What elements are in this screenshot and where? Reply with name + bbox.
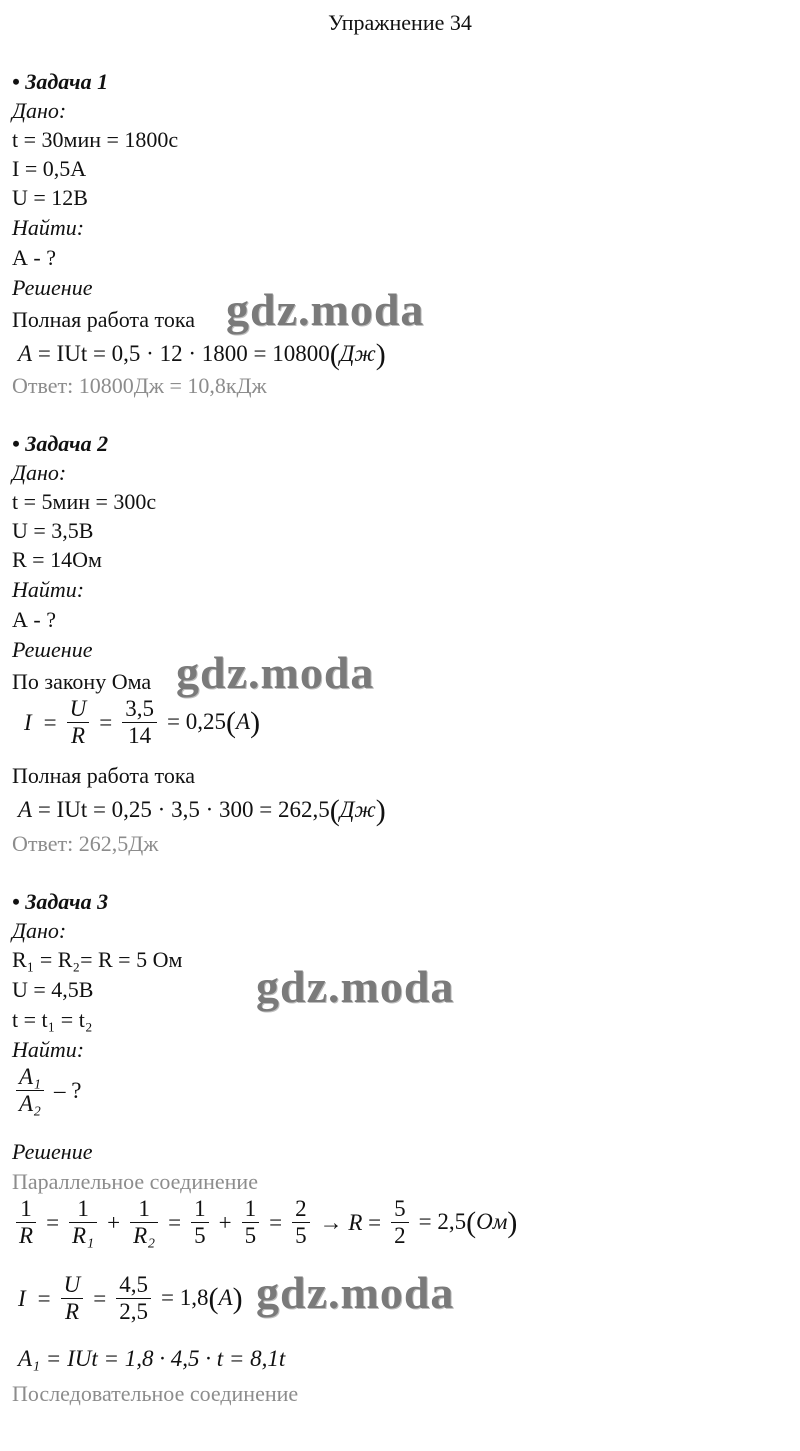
task2-given-label: Дано: [12, 460, 67, 485]
task1-given-label: Дано: [12, 98, 67, 123]
watermark-3: gdz.moda [256, 961, 455, 1012]
task3-given-voltage: U = 4,5В [12, 977, 94, 1002]
task2-formula-work: A = IUt = 0,25 · 3,5 · 300 = 262,5(Дж) [18, 794, 386, 827]
task2-find-value: А - ? [12, 607, 56, 632]
task2-given-time: t = 5мин = 300с [12, 489, 157, 514]
task3-given-label: Дано: [12, 918, 67, 943]
task3-solution-label: Решение [12, 1139, 93, 1164]
task3-text-parallel: Параллельное соединение [12, 1169, 258, 1194]
task2-formula-current: I = $\frac{U}{R}$ = $\frac{3,5}{14}$ = 0,25(A) [24, 696, 261, 748]
task3-find-label: Найти: [12, 1037, 85, 1062]
task2-solution-label: Решение [12, 637, 93, 662]
task3-text-series: Последовательное соединение [12, 1381, 299, 1406]
task3-given-resistance: R₁ = R₂= R = 5 Ом [12, 947, 183, 972]
task1-formula-work: A = IUt = 0,5 · 12 · 1800 = 10800(Дж) [18, 338, 386, 371]
task3-find-value: $\frac{\text{A₁}}{\text{A₂}}$ – ? [12, 1064, 88, 1117]
task1-heading: • Задача 1 [12, 69, 109, 94]
task1-find-value: А - ? [12, 245, 56, 270]
watermark-4: gdz.moda [256, 1267, 455, 1318]
task2-given-resistance: R = 14Ом [12, 547, 102, 572]
task1-given-current: I = 0,5А [12, 156, 87, 181]
task3-formula-resistance: $\frac{1}{R}$ = $\frac{1}{\text{R₁}}$ + $\frac{1}{\text{R₂}}$ = $\frac{1}{5}$ + $\frac{1}{5}$ = $\frac{2}{5}$ → R = $\frac{5}{2}$ = 2,5(Ом) [12, 1196, 523, 1249]
task2-given-voltage: U = 3,5В [12, 518, 94, 543]
task1-given-voltage: U = 12В [12, 185, 88, 210]
task1-solution-label: Решение [12, 275, 93, 300]
watermark-2: gdz.moda [176, 647, 375, 698]
task2-heading: • Задача 2 [12, 431, 109, 456]
task1-find-label: Найти: [12, 215, 85, 240]
task1-answer: Ответ: 10800Дж = 10,8кДж [12, 373, 267, 398]
task3-heading: • Задача 3 [12, 889, 109, 914]
task3-formula-current: I = $\frac{U}{R}$ = $\frac{4,5}{2,5}$ = 1,8(A) [18, 1272, 243, 1324]
task2-text-work: Полная работа тока [12, 763, 195, 788]
task3-given-time: t = t₁ = t₂ [12, 1007, 93, 1032]
page-title: Упражнение 34 [328, 10, 472, 35]
task2-answer: Ответ: 262,5Дж [12, 831, 159, 856]
watermark-1: gdz.moda [226, 284, 425, 335]
task1-given-time: t = 30мин = 1800с [12, 127, 179, 152]
task1-text-work: Полная работа тока [12, 307, 195, 332]
task3-formula-work: A₁ = IUt = 1,8 · 4,5 · t = 8,1t [18, 1346, 286, 1371]
task2-text-ohm: По закону Ома [12, 669, 152, 694]
task2-find-label: Найти: [12, 577, 85, 602]
